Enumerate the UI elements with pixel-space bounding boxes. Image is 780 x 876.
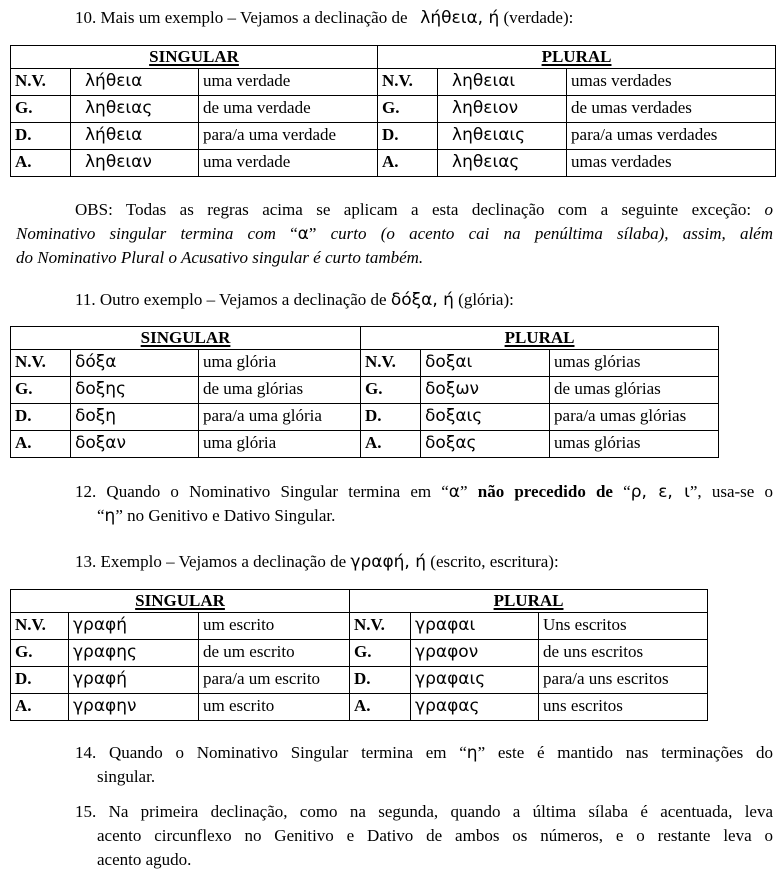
table-row <box>11 667 708 694</box>
singular-form: ληθειας <box>71 96 199 123</box>
singular-meaning: para/a uma glória <box>199 404 361 431</box>
case-label: D. <box>361 404 421 431</box>
singular-header: SINGULAR <box>11 327 361 350</box>
gloss: (glória): <box>453 290 514 309</box>
case-label: N.V. <box>378 69 438 96</box>
table-row <box>11 123 776 150</box>
singular-meaning: um escrito <box>199 613 350 640</box>
plural-meaning: umas verdades <box>567 150 776 177</box>
singular-header: SINGULAR <box>11 46 378 69</box>
case-label: G. <box>11 377 71 404</box>
singular-meaning: uma verdade <box>199 150 378 177</box>
singular-form: γραφή <box>69 613 199 640</box>
case-label: D. <box>11 404 71 431</box>
singular-form: δοξαν <box>71 431 199 458</box>
plural-meaning: de umas verdades <box>567 96 776 123</box>
plural-form: γραφας <box>411 694 539 721</box>
heading-text: Exemplo – Vejamos a declinação de <box>100 552 351 571</box>
table-row <box>11 640 708 667</box>
plural-form: ληθειας <box>438 150 567 177</box>
item-number: 15. <box>75 802 97 821</box>
emphasis-text: não precedido de <box>477 482 613 501</box>
case-label: A. <box>378 150 438 177</box>
plural-meaning: de uns escritos <box>539 640 708 667</box>
case-label: N.V. <box>11 350 71 377</box>
singular-meaning: de uma glórias <box>199 377 361 404</box>
table-row <box>11 404 719 431</box>
case-label: G. <box>350 640 411 667</box>
plural-meaning: Uns escritos <box>539 613 708 640</box>
obs-text: OBS: Todas as regras acima se aplicam a esta declinação com a seguinte exceção: <box>75 200 765 219</box>
plural-meaning: umas glórias <box>550 350 719 377</box>
plural-form: ληθειον <box>438 96 567 123</box>
singular-form: γραφης <box>69 640 199 667</box>
singular-meaning: um escrito <box>199 694 350 721</box>
plural-meaning: para/a uns escritos <box>539 667 708 694</box>
case-label: A. <box>11 150 71 177</box>
plural-form: δοξαι <box>421 350 550 377</box>
plural-meaning: de umas glórias <box>550 377 719 404</box>
greek-word: δόξα, ή <box>390 290 454 310</box>
case-label: N.V. <box>11 69 71 96</box>
item-15-paragraph: 15. Na primeira declinação, como na segunda, quando a última sílaba é acentuada, leva acento circunflexo no Genitivo e Dativo de ambos os números, e o restante leva o acento agudo. <box>75 802 774 869</box>
singular-form: δοξη <box>71 404 199 431</box>
declension-table-doxa <box>10 326 719 458</box>
section-11-heading <box>75 288 514 312</box>
singular-meaning: uma glória <box>199 350 361 377</box>
singular-form: λήθεια <box>71 69 199 96</box>
case-label: D. <box>350 667 411 694</box>
singular-form: γραφή <box>69 667 199 694</box>
singular-form: δόξα <box>71 350 199 377</box>
case-label: A. <box>11 694 69 721</box>
greek-word: γραφή, ή <box>350 552 427 572</box>
greek-word: λήθεια, ή <box>420 8 500 28</box>
table-row <box>11 694 708 721</box>
obs-paragraph: OBS: Todas as regras acima se aplicam a esta declinação com a seguinte exceção: o Nominativo singular termina com “α” curto (o acento cai na penúltima sílaba), assim, além do Nominativo Plural o Acusativo singular é curto também. <box>16 200 773 267</box>
singular-meaning: para/a um escrito <box>199 667 350 694</box>
table-row <box>11 150 776 177</box>
case-label: N.V. <box>350 613 411 640</box>
plural-form: ληθειαι <box>438 69 567 96</box>
case-label: D. <box>11 667 69 694</box>
section-number: 13. <box>75 552 97 571</box>
table-row <box>11 350 719 377</box>
declension-table-graphe <box>10 589 708 721</box>
case-label: G. <box>11 640 69 667</box>
plural-form: δοξων <box>421 377 550 404</box>
heading-text: Outro exemplo – Vejamos a declinação de <box>99 290 391 309</box>
case-label: G. <box>11 96 71 123</box>
plural-meaning: para/a umas glórias <box>550 404 719 431</box>
singular-form: δοξης <box>71 377 199 404</box>
table-header-row <box>11 590 708 613</box>
case-label: A. <box>361 431 421 458</box>
case-label: N.V. <box>11 613 69 640</box>
declension-table-aletheia <box>10 45 776 177</box>
singular-meaning: para/a uma verdade <box>199 123 378 150</box>
item-14-paragraph: 14. Quando o Nominativo Singular termina em “η” este é mantido nas terminações do singular. <box>75 743 773 786</box>
section-13-heading <box>75 550 559 574</box>
gloss: (verdade): <box>499 8 574 27</box>
item-number: 14. <box>75 743 97 762</box>
case-label: G. <box>378 96 438 123</box>
case-label: A. <box>350 694 411 721</box>
case-label: D. <box>11 123 71 150</box>
singular-header: SINGULAR <box>11 590 350 613</box>
plural-meaning: umas glórias <box>550 431 719 458</box>
item-number: 12. <box>75 482 97 501</box>
table-header-row <box>11 327 719 350</box>
item-12-paragraph: 12. Quando o Nominativo Singular termina em “α” não precedido de “ρ, ε, ι”, usa-se o “η” no Genitivo e Dativo Singular. <box>75 482 774 526</box>
plural-header: PLURAL <box>361 327 719 350</box>
table-row <box>11 431 719 458</box>
case-label: G. <box>361 377 421 404</box>
singular-meaning: de uma verdade <box>199 96 378 123</box>
plural-header: PLURAL <box>378 46 776 69</box>
section-number: 11. <box>75 290 96 309</box>
plural-header: PLURAL <box>350 590 708 613</box>
case-label: A. <box>11 431 71 458</box>
case-label: N.V. <box>361 350 421 377</box>
plural-meaning: para/a umas verdades <box>567 123 776 150</box>
table-row <box>11 96 776 123</box>
plural-meaning: umas verdades <box>567 69 776 96</box>
plural-form: γραφαις <box>411 667 539 694</box>
singular-meaning: de um escrito <box>199 640 350 667</box>
plural-form: γραφον <box>411 640 539 667</box>
table-row <box>11 613 708 640</box>
singular-meaning: uma verdade <box>199 69 378 96</box>
table-row <box>11 377 719 404</box>
case-label: D. <box>378 123 438 150</box>
section-number: 10. <box>75 8 97 27</box>
section-10-heading <box>75 6 573 30</box>
plural-form: δοξαις <box>421 404 550 431</box>
plural-meaning: uns escritos <box>539 694 708 721</box>
table-header-row <box>11 46 776 69</box>
singular-meaning: uma glória <box>199 431 361 458</box>
plural-form: δοξας <box>421 431 550 458</box>
plural-form: ληθειαις <box>438 123 567 150</box>
singular-form: ληθειαν <box>71 150 199 177</box>
singular-form: λήθεια <box>71 123 199 150</box>
gloss: (escrito, escritura): <box>426 552 559 571</box>
singular-form: γραφην <box>69 694 199 721</box>
plural-form: γραφαι <box>411 613 539 640</box>
heading-text: Mais um exemplo – Vejamos a declinação de <box>100 8 412 27</box>
table-row <box>11 69 776 96</box>
